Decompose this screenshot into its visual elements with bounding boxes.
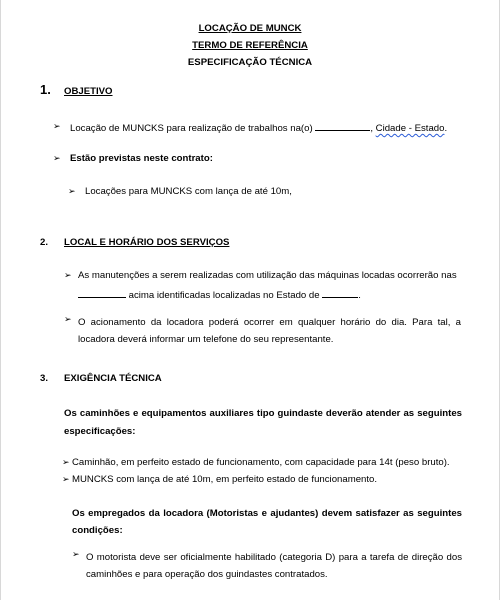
header-line-1: LOCAÇÃO DE MUNCK xyxy=(198,23,302,34)
page-border-left xyxy=(0,0,1,600)
blank-field xyxy=(315,121,370,131)
spec-item-1: Caminhão, em perfeito estado de funcionamento, com capacidade para 14t (peso bruto). xyxy=(72,457,450,468)
section-1-title: OBJETIVO xyxy=(64,86,113,97)
section-2-title: LOCAL E HORÁRIO DOS SERVIÇOS xyxy=(64,237,230,248)
employee-item-1: O motorista deve ser oficialmente habilitado (categoria D) para a tarefa de direção dos caminhões e para operação dos guindastes contratados. xyxy=(86,552,462,580)
spec-item-2: MUNCKS com lança de até 10m, em perfeito estado de funcionamento. xyxy=(72,474,378,485)
header-subtitle xyxy=(0,40,500,51)
objective-subitem-1: Locações para MUNCKS com lança de até 10m, xyxy=(85,186,292,197)
arrow-bullet-icon: ➢ xyxy=(68,186,76,196)
arrow-bullet-icon: ➢ xyxy=(53,153,61,163)
blank-field xyxy=(78,288,126,298)
objective-item-2: Estão previstas neste contrato: xyxy=(70,153,213,164)
arrow-bullet-icon: ➢ xyxy=(72,549,80,559)
employees-intro: Os empregados da locadora (Motoristas e ajudantes) devem satisfazer as seguintes condições: xyxy=(72,508,462,536)
header-line-3: ESPECIFICAÇÃO TÉCNICA xyxy=(187,57,313,68)
section-3-title: EXIGÊNCIA TÉCNICA xyxy=(64,373,162,384)
arrow-bullet-icon: ➢ xyxy=(53,121,61,131)
objective-item-1: Locação de MUNCKS para realização de trabalhos na(o) , Cidade - Estado. xyxy=(70,123,448,134)
header-line-2: TERMO DE REFERÊNCIA xyxy=(192,40,308,51)
section-3-number: 3. xyxy=(40,373,49,384)
section-2-number: 2. xyxy=(40,237,49,248)
arrow-bullet-icon: ➢ xyxy=(64,314,72,324)
arrow-bullet-icon: ➢ xyxy=(64,270,72,280)
location-item-2: O acionamento da locadora poderá ocorrer em qualquer horário do dia. Para tal, a locadora deverá informar um telefone do seu representante. xyxy=(78,317,461,345)
section-1-number: 1. xyxy=(40,82,51,97)
city-state-placeholder: Cidade - Estado xyxy=(375,123,445,134)
arrow-bullet-icon: ➢ xyxy=(62,474,70,484)
header-title xyxy=(0,23,500,34)
blank-field xyxy=(322,288,358,298)
objective-item-1-text: Locação de MUNCKS para realização de trabalhos na(o) xyxy=(70,123,313,134)
header-spec xyxy=(0,57,500,68)
technical-intro: Os caminhões e equipamentos auxiliares tipo guindaste deverão atender as seguintes especificações: xyxy=(64,408,462,437)
arrow-bullet-icon: ➢ xyxy=(62,457,70,467)
location-item-1-line-2: acima identificadas localizadas no Estado de . xyxy=(78,288,361,301)
location-item-1-line-1: As manutenções a serem realizadas com utilização das máquinas locadas ocorrerão nas xyxy=(78,270,457,281)
